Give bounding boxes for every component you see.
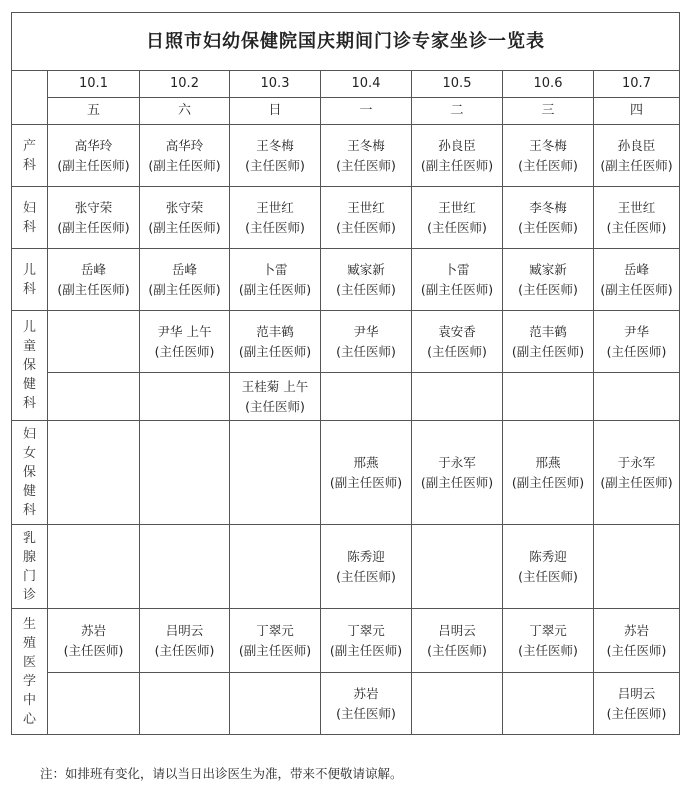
schedule-cell: [230, 187, 321, 249]
doctor-name: 苏岩: [623, 622, 649, 638]
doctor-name: 岳峰: [80, 261, 106, 277]
weekday-cell: 五: [48, 98, 140, 125]
schedule-cell: [48, 125, 140, 187]
schedule-cell: [321, 525, 412, 609]
category-char: 门: [22, 568, 36, 584]
doctor-title: (副主任医师): [57, 219, 130, 235]
doctor-title: (主任医师): [336, 281, 396, 297]
date-cell: 10.5: [412, 71, 503, 98]
doctor-name: 袁安香: [438, 323, 476, 339]
category-reproductive: [12, 609, 48, 735]
doctor-name: 王冬梅: [347, 137, 385, 153]
category-char: 童: [22, 339, 36, 354]
schedule-cell: [48, 673, 140, 735]
schedule-cell: [594, 673, 680, 735]
schedule-cell: [412, 187, 503, 249]
schedule-cell: [321, 187, 412, 249]
doctor-title: (主任医师): [518, 568, 578, 584]
doctor-name: 尹华: [623, 323, 649, 339]
doctor-title: (主任医师): [518, 642, 578, 658]
doctor-title: (副主任医师): [148, 281, 221, 297]
doctor-name: 卜雷: [444, 261, 470, 277]
date-cell: 10.6: [503, 71, 594, 98]
doctor-name: 吕明云: [438, 622, 476, 638]
schedule-cell: [230, 421, 321, 525]
schedule-cell: [48, 373, 140, 421]
schedule-cell: [321, 609, 412, 673]
doctor-name: 于永军: [438, 454, 476, 470]
doctor-name: 臧家新: [347, 261, 385, 277]
schedule-cell: [412, 421, 503, 525]
schedule-cell: [594, 249, 680, 311]
doctor-name: 吕明云: [165, 622, 204, 638]
table-title: 日照市妇幼保健院国庆期间门诊专家坐诊一览表: [12, 13, 680, 71]
doctor-name: 王世红: [438, 199, 476, 215]
doctor-name: 孙良臣: [617, 137, 656, 153]
weekday-row: [12, 98, 680, 125]
doctor-title: (主任医师): [336, 705, 396, 721]
doctor-name: 臧家新: [529, 261, 567, 277]
doctor-title: (主任医师): [427, 219, 487, 235]
doctor-name: 范丰鹤: [256, 323, 294, 339]
doctor-name: 王冬梅: [529, 137, 567, 153]
doctor-title: (副主任医师): [600, 474, 673, 490]
doctor-title: (主任医师): [336, 219, 396, 235]
schedule-cell: [321, 373, 412, 421]
category-char: 健: [22, 377, 36, 392]
footnote: 注：如排班有变化，请以当日出诊医生为准，带来不便敬请谅解。: [40, 766, 403, 781]
schedule-cell: [48, 249, 140, 311]
doctor-title: (主任医师): [518, 157, 578, 173]
date-cell: 10.7: [594, 71, 680, 98]
schedule-cell: [594, 373, 680, 421]
schedule-cell: [321, 421, 412, 525]
doctor-title: (主任医师): [336, 343, 396, 359]
schedule-cell: [412, 525, 503, 609]
category-char: 心: [22, 711, 36, 727]
category-char: 中: [22, 692, 36, 708]
doctor-title: (主任医师): [154, 642, 215, 658]
schedule-cell: [503, 525, 594, 609]
doctor-name: 李冬梅: [529, 199, 567, 215]
schedule-cell: [230, 311, 321, 373]
schedule-cell: [140, 187, 230, 249]
schedule-cell: [321, 673, 412, 735]
table-row-child-health: [12, 311, 680, 373]
schedule-cell: [140, 311, 230, 373]
doctor-name: 邢燕: [535, 454, 561, 470]
category-char: 乳: [22, 530, 36, 546]
category-pediatrics: [12, 249, 48, 311]
doctor-name: 岳峰: [171, 261, 197, 277]
doctor-title: (副主任医师): [511, 343, 585, 359]
weekday-cell: 三: [503, 98, 594, 125]
doctor-title: (主任医师): [606, 343, 667, 359]
schedule-cell: [321, 249, 412, 311]
doctor-title: (主任医师): [518, 219, 578, 235]
doctor-title: (副主任医师): [148, 219, 221, 235]
category-char: 保: [22, 358, 36, 373]
doctor-name: 丁翠元: [347, 622, 385, 638]
category-char: 殖: [22, 635, 36, 651]
doctor-name: 陈秀迎: [529, 548, 567, 564]
doctor-title: (主任医师): [63, 642, 124, 658]
date-cell: 10.4: [321, 71, 412, 98]
category-gynecology: [12, 187, 48, 249]
category-char: 科: [22, 396, 36, 411]
table-row-gynecology: [12, 187, 680, 249]
schedule-cell: [503, 249, 594, 311]
doctor-title: (副主任医师): [238, 343, 312, 359]
schedule-cell: [48, 525, 140, 609]
corner-cell: [12, 71, 48, 125]
doctor-title: (副主任医师): [57, 157, 130, 173]
doctor-name: 卜雷: [262, 261, 288, 277]
schedule-cell: [230, 525, 321, 609]
table-row-pediatrics: [12, 249, 680, 311]
doctor-title: (副主任医师): [329, 474, 403, 490]
doctor-name: 邢燕: [353, 454, 379, 470]
category-women-health: [12, 421, 48, 525]
doctor-name: 王世红: [617, 199, 656, 215]
weekday-cell: 四: [594, 98, 680, 125]
schedule-cell: [140, 373, 230, 421]
doctor-name: 王世红: [347, 199, 385, 215]
schedule-cell: [503, 125, 594, 187]
schedule-cell: [230, 125, 321, 187]
category-char: 妇: [22, 427, 36, 442]
weekday-cell: 日: [230, 98, 321, 125]
doctor-title: (主任医师): [518, 281, 578, 297]
category-char: 学: [22, 673, 36, 689]
schedule-cell: [230, 373, 321, 421]
doctor-title: (副主任医师): [148, 157, 221, 173]
doctor-name: 陈秀迎: [347, 548, 385, 564]
schedule-cell: [503, 609, 594, 673]
schedule-cell: [140, 249, 230, 311]
schedule-cell: [140, 125, 230, 187]
schedule-cell: [594, 609, 680, 673]
table-row-women-health: [12, 421, 680, 525]
schedule-cell: [412, 673, 503, 735]
doctor-name: 于永军: [617, 454, 656, 470]
category-char: 妇: [22, 200, 36, 216]
schedule-cell: [230, 249, 321, 311]
schedule-cell: [321, 311, 412, 373]
doctor-name: 张守荣: [74, 199, 113, 215]
doctor-title: (副主任医师): [329, 642, 403, 658]
schedule-cell: [321, 125, 412, 187]
schedule-cell: [412, 609, 503, 673]
doctor-title: (主任医师): [427, 343, 487, 359]
schedule-cell: [412, 373, 503, 421]
category-char: 健: [22, 484, 36, 499]
category-breast-clinic: [12, 525, 48, 609]
date-cell: 10.2: [140, 71, 230, 98]
doctor-title: (副主任医师): [511, 474, 585, 490]
category-char: 腺: [22, 549, 36, 565]
doctor-name: 苏岩: [80, 622, 106, 638]
weekday-cell: 一: [321, 98, 412, 125]
doctor-title: (副主任医师): [420, 281, 494, 297]
schedule-cell: [48, 311, 140, 373]
category-char: 儿: [22, 262, 36, 278]
category-child-health: [12, 311, 48, 421]
category-char: 诊: [22, 587, 36, 603]
schedule-cell: [594, 311, 680, 373]
table-row-reproductive-2: [12, 673, 680, 735]
doctor-title: (副主任医师): [600, 281, 673, 297]
category-char: 保: [22, 465, 36, 480]
schedule-cell: [594, 187, 680, 249]
category-char: 科: [22, 157, 36, 173]
schedule-cell: [412, 125, 503, 187]
category-char: 生: [22, 616, 36, 632]
table-row-child-health-2: [12, 373, 680, 421]
schedule-cell: [140, 421, 230, 525]
doctor-name: 孙良臣: [438, 137, 476, 153]
schedule-table: [11, 12, 680, 735]
schedule-cell: [503, 673, 594, 735]
doctor-title: (副主任医师): [420, 474, 494, 490]
schedule-cell: [503, 311, 594, 373]
schedule-cell: [48, 421, 140, 525]
category-obstetrics: [12, 125, 48, 187]
category-char: 医: [22, 654, 36, 670]
table-row-reproductive: [12, 609, 680, 673]
schedule-cell: [412, 249, 503, 311]
doctor-name: 丁翠元: [256, 622, 294, 638]
doctor-title: (副主任医师): [238, 281, 312, 297]
schedule-cell: [140, 609, 230, 673]
doctor-name: 张守荣: [165, 199, 204, 215]
doctor-name: 王桂菊 上午: [241, 378, 309, 394]
category-char: 儿: [22, 320, 36, 335]
weekday-cell: 二: [412, 98, 503, 125]
date-cell: 10.3: [230, 71, 321, 98]
doctor-title: (副主任医师): [57, 281, 130, 297]
category-char: 产: [22, 138, 36, 154]
doctor-title: (主任医师): [245, 398, 305, 414]
doctor-title: (主任医师): [154, 343, 215, 359]
category-char: 科: [22, 503, 36, 518]
doctor-name: 王世红: [256, 199, 294, 215]
schedule-cell: [503, 187, 594, 249]
doctor-name: 高华玲: [165, 137, 204, 153]
category-char: 科: [22, 219, 36, 235]
doctor-title: (主任医师): [245, 219, 305, 235]
category-char: 女: [22, 446, 36, 461]
doctor-title: (主任医师): [245, 157, 305, 173]
schedule-cell: [503, 373, 594, 421]
schedule-cell: [503, 421, 594, 525]
doctor-title: (主任医师): [427, 642, 487, 658]
schedule-cell: [412, 311, 503, 373]
date-cell: 10.1: [48, 71, 140, 98]
doctor-name: 范丰鹤: [529, 323, 567, 339]
schedule-cell: [594, 525, 680, 609]
schedule-cell: [140, 525, 230, 609]
doctor-title: (副主任医师): [238, 642, 312, 658]
schedule-cell: [594, 421, 680, 525]
doctor-name: 苏岩: [353, 685, 379, 701]
doctor-name: 吕明云: [617, 685, 656, 701]
doctor-title: (主任医师): [606, 705, 667, 721]
category-char: 科: [22, 281, 36, 297]
schedule-cell: [230, 609, 321, 673]
doctor-title: (副主任医师): [420, 157, 494, 173]
doctor-title: (主任医师): [606, 219, 667, 235]
schedule-cell: [140, 673, 230, 735]
schedule-cell: [594, 125, 680, 187]
schedule-cell: [48, 187, 140, 249]
doctor-name: 高华玲: [74, 137, 113, 153]
doctor-title: (主任医师): [606, 642, 667, 658]
doctor-name: 丁翠元: [529, 622, 567, 638]
schedule-cell: [230, 673, 321, 735]
doctor-name: 尹华 上午: [157, 323, 212, 339]
doctor-name: 岳峰: [623, 261, 649, 277]
table-row-obstetrics: [12, 125, 680, 187]
doctor-name: 尹华: [353, 323, 379, 339]
date-row: [12, 71, 680, 98]
doctor-title: (主任医师): [336, 568, 396, 584]
doctor-name: 王冬梅: [256, 137, 294, 153]
weekday-cell: 六: [140, 98, 230, 125]
schedule-cell: [48, 609, 140, 673]
doctor-title: (主任医师): [336, 157, 396, 173]
doctor-title: (副主任医师): [600, 157, 673, 173]
table-row-breast-clinic: [12, 525, 680, 609]
